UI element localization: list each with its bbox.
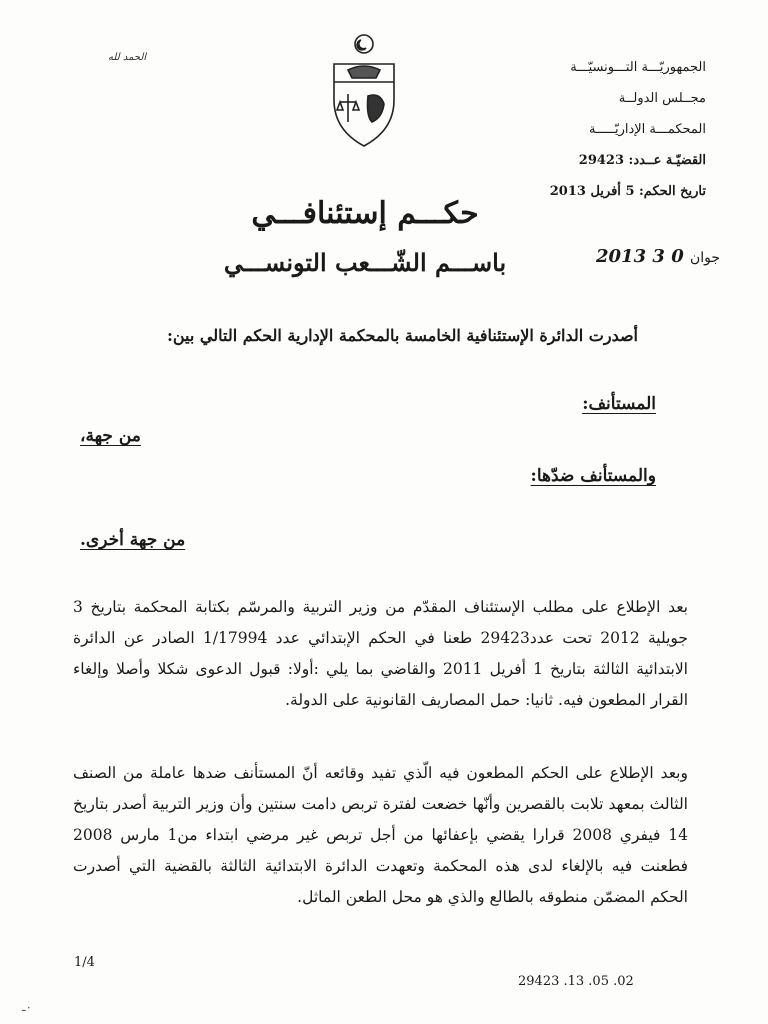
side-two-label: من جهة أخرى. <box>80 530 186 550</box>
side-one-label: من جهة، <box>80 426 141 446</box>
court-header <box>506 52 706 207</box>
corner-mark: ٠ـ <box>22 1000 32 1014</box>
court-name: المحكمـــة الإداريّـــــة <box>588 122 706 137</box>
paragraph-2: وبعد الإطلاع على الحكم المطعون فيه الّذي تفيد وقائعه أنّ المستأنف ضدها عاملة من الصنف الثالث بمعهد تلابت بالقصرين وأنّها خضعت لفترة تربص دامت سنتين وأن وزير التربية أصدر بتاريخ 14 فيفري 2008 قرارا يقضي بإعفائها من أجل تربص غير مرضي ابتداء من1 مارس 2008 فطعنت فيه بالإلغاء لدى هذه المحكمة وتعهدت الدائرة الابتدائية الثالثة بالقضية التي أصدرت الحكم المضمّن منطوقه بالطالع والذي هو محل الطعن الماثل. <box>73 764 688 906</box>
stamp-month: جوان <box>690 250 721 266</box>
appellant-label: المستأنف: <box>582 394 656 414</box>
document-title: حكـــم إستئنافـــي <box>251 196 479 231</box>
document-subtitle: باســـم الشّـــعب التونســـي <box>223 248 507 277</box>
stamp-year: 2013 <box>596 246 647 267</box>
footer-reference: 29423 .13 .05 .02 <box>518 974 634 989</box>
date-stamp <box>596 246 720 267</box>
page-number: 1/4 <box>74 955 95 970</box>
republic-name: الجمهوريّـــة التـــونسيّـــة <box>570 60 706 75</box>
case-number: القضيّـة عــدد: 29423 <box>578 153 706 168</box>
intro-line: أصدرت الدائرة الإستئنافية الخامسة بالمحكمة الإدارية الحكم التالي بين: <box>166 326 638 345</box>
stamp-day: 0 3 <box>652 246 684 267</box>
judgment-date: تاريخ الحكم: 5 أفريل 2013 <box>549 184 706 199</box>
paragraph-1: بعد الإطلاع على مطلب الإستئناف المقدّم من وزير التربية والمرسّم بكتابة المحكمة بتاريخ 3 جويلية 2012 تحت عدد29423 طعنا في الحكم الإبتدائي عدد 1/17994 الصادر عن الدائرة الابتدائية الثالثة بتاريخ 1 أفريل 2011 والقاضي بما يلي :أولا: قبول الدعوى شكلا وأصلا وإلغاء القرار المطعون فيه. ثانيا: حمل المصاريف القانونية على الدولة. <box>73 598 689 709</box>
tunisia-emblem-icon <box>328 30 400 150</box>
praise-text: الحمد لله <box>108 52 147 63</box>
respondent-label: والمستأنف ضدّها: <box>530 466 656 486</box>
council-name: مجــلس الدولــة <box>618 91 706 106</box>
